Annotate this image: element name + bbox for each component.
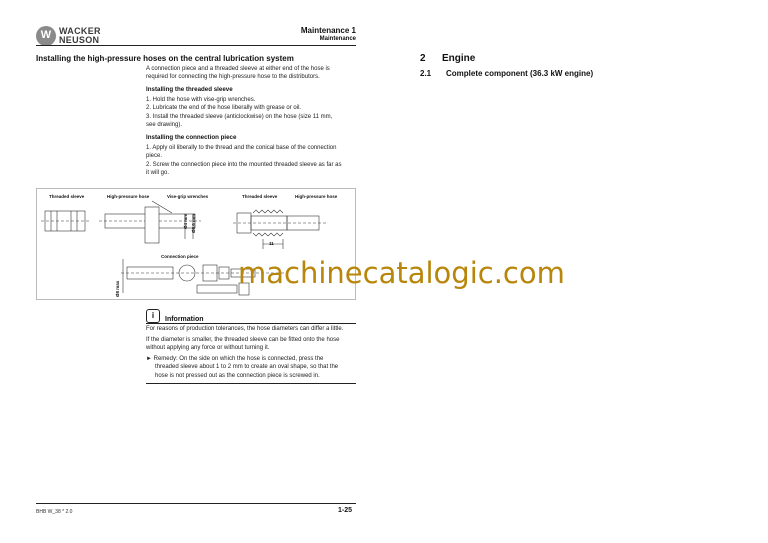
info-line: hose is not pressed out as the connection piece is screwed in. — [155, 372, 320, 379]
sleeve-steps — [146, 96, 332, 130]
dim-11: 11 — [269, 241, 274, 246]
info-line: threaded sleeve about 1 to 2 mm to create an oval shape, so that the — [155, 364, 339, 371]
header-rule — [36, 45, 356, 46]
label-connection-piece: Connection piece — [161, 254, 199, 259]
logo-text — [59, 27, 101, 45]
info-line: If the diameter is smaller, the threaded sleeve can be fitted onto the hose — [146, 337, 340, 343]
info-line: without applying any force or without turning it. — [146, 345, 270, 352]
conn-steps — [146, 144, 341, 178]
dim-8max: Ø8 max — [115, 280, 120, 297]
list-item: piece. — [146, 153, 163, 160]
page-number: 1-25 — [338, 507, 353, 514]
footer-rule — [36, 503, 356, 504]
sleeve-heading: Installing the threaded sleeve — [146, 86, 233, 93]
logo-line-1: WACKER — [59, 26, 101, 36]
label-high-pressure-hose: High-pressure hose — [107, 194, 150, 199]
label-high-pressure-hose-2: High-pressure hose — [295, 194, 338, 199]
dim-8-6mm: Ø8.6 mm — [191, 213, 196, 233]
intro-paragraph — [146, 65, 330, 82]
label-vise-grip: Vise-grip wrenches — [167, 194, 209, 199]
list-item: 1. Apply oil liberally to the thread and the conical base of the connection — [146, 145, 337, 151]
list-item: 2. Lubricate the end of the hose liberally with grease or oil. — [146, 105, 302, 112]
list-item: 1. Hold the hose with vise-grip wrenches. — [146, 97, 256, 103]
logo-mark-icon — [36, 26, 56, 46]
subsection-number: 2.1 — [420, 69, 432, 78]
brand-logo — [36, 26, 136, 46]
intro-line: required for connecting the high-pressure hose to the distributors. — [146, 74, 320, 81]
info-paragraph-1: For reasons of production tolerances, the hose diameters can differ a little. — [146, 326, 344, 332]
info-rule — [146, 323, 356, 324]
footer-doc-code: BHB W_38 * 2.0 — [36, 509, 73, 515]
chapter-number: 2 — [420, 53, 426, 64]
subsection-heading: Complete component (36.3 kW engine) — [446, 69, 594, 78]
section-heading: Installing the high-pressure hoses on the central lubrication system — [36, 54, 294, 63]
intro-line: A connection piece and a threaded sleeve at either end of the hose is — [146, 66, 330, 72]
chapter-subtitle: Maintenance — [319, 36, 356, 42]
dim-4mm: Ø4 mm — [183, 213, 188, 229]
list-item: see drawing). — [146, 122, 183, 129]
label-threaded-sleeve: Threaded sleeve — [49, 194, 85, 199]
logo-line-2: NEUSON — [59, 35, 100, 45]
info-paragraph-2 — [146, 336, 339, 353]
list-item: it will go. — [146, 170, 170, 177]
label-threaded-sleeve-2: Threaded sleeve — [242, 194, 278, 199]
chapter-title: Maintenance 1 — [300, 26, 356, 35]
list-item: 3. Install the threaded sleeve (anticlockwise) on the hose (size 11 mm, — [146, 113, 333, 120]
conn-heading: Installing the connection piece — [146, 134, 237, 141]
info-rule-bottom — [146, 383, 356, 384]
info-icon: i — [146, 309, 160, 323]
watermark-text: machinecatalogic.com — [238, 256, 565, 290]
info-line: ► Remedy: On the side on which the hose is connected, press the — [146, 356, 324, 362]
info-remedy — [146, 355, 338, 380]
chapter-heading: Engine — [442, 53, 476, 64]
list-item: 2. Screw the connection piece into the mounted threaded sleeve as far as — [146, 161, 342, 168]
info-heading: Information — [165, 316, 204, 323]
